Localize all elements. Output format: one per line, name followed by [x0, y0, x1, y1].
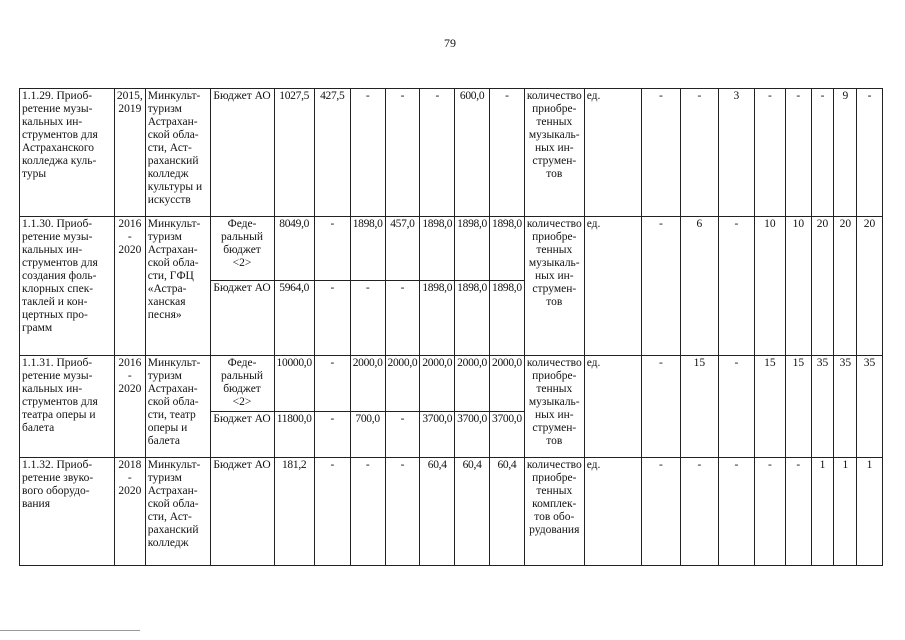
funding-year-cell: -	[385, 412, 420, 458]
measure-name-cell: 1.1.32. Приоб-ретение звуко-вого оборудо-вания	[20, 458, 115, 566]
executor-cell: Минкульт-туризм Астрахан-ской обла-сти, Аст-раханский колледж культуры и искусств	[145, 89, 210, 217]
funding-year-cell: 1898,0	[455, 281, 490, 356]
funding-source-cell: Феде-ральный бюджет <2>	[210, 217, 274, 281]
target-value-cell: 20	[834, 217, 857, 356]
years-cell: 2016 - 2020	[114, 356, 145, 458]
funding-total-cell: 11800,0	[274, 412, 314, 458]
program-table	[19, 88, 905, 566]
funding-source-cell: Феде-ральный бюджет <2>	[210, 356, 274, 412]
years-cell: 2016 - 2020	[114, 217, 145, 356]
funding-year-cell: 60,4	[455, 458, 490, 566]
funding-year-cell: 1898,0	[420, 217, 455, 281]
funding-year-cell: 1898,0	[455, 217, 490, 281]
target-value-cell: 3	[719, 89, 755, 217]
funding-year-cell: 2000,0	[455, 356, 490, 412]
target-value-cell: 15	[754, 356, 785, 458]
funding-year-cell: -	[350, 89, 385, 217]
table-row	[20, 458, 905, 566]
years-cell: 2015, 2019	[114, 89, 145, 217]
indicator-cell: количество приобре-тенных музыкаль-ных ин-струмен-тов	[524, 89, 584, 217]
target-value-cell: 1	[811, 458, 834, 566]
target-value-cell: -	[719, 217, 755, 356]
funding-source-cell: Бюджет АО	[210, 89, 274, 217]
funding-year-cell: 60,4	[420, 458, 455, 566]
funding-year-cell: -	[490, 89, 525, 217]
funding-year-cell: 427,5	[314, 89, 350, 217]
target-value-cell: -	[786, 89, 811, 217]
target-value-cell: 15	[680, 356, 718, 458]
funding-year-cell: 2000,0	[385, 356, 420, 412]
target-value-cell: 35	[857, 356, 882, 458]
funding-year-cell: 3700,0	[420, 412, 455, 458]
funding-year-cell: -	[314, 458, 350, 566]
target-value-cell: -	[642, 217, 681, 356]
funding-year-cell: -	[314, 217, 350, 281]
funding-year-cell: -	[350, 281, 385, 356]
executor-cell: Минкульт-туризм Астрахан-ской обла-сти, ГФЦ «Астра-ханская песня»	[145, 217, 210, 356]
executor-cell: Минкульт-туризм Астрахан-ской обла-сти, Аст-раханский колледж	[145, 458, 210, 566]
measure-name-cell: 1.1.29. Приоб-ретение музы-кальных ин-струментов для Астраханского колледжа куль-туры	[20, 89, 115, 217]
target-value-cell: 1	[857, 458, 882, 566]
target-value-cell: 10	[754, 217, 785, 356]
target-value-cell: 6	[680, 217, 718, 356]
executor-cell: Минкульт-туризм Астрахан-ской обла-сти, театр оперы и балета	[145, 356, 210, 458]
funding-source-cell: Бюджет АО	[210, 458, 274, 566]
table-row	[20, 89, 905, 217]
funding-year-cell: 457,0	[385, 217, 420, 281]
funding-year-cell: -	[314, 281, 350, 356]
target-value-cell: -	[811, 89, 834, 217]
target-value-cell: -	[786, 458, 811, 566]
years-cell: 2018 - 2020	[114, 458, 145, 566]
funding-year-cell: 3700,0	[490, 412, 525, 458]
target-value-cell: -	[754, 89, 785, 217]
funding-year-cell: 1898,0	[420, 281, 455, 356]
target-value-cell: 1	[834, 458, 857, 566]
table-row	[20, 356, 905, 412]
funding-year-cell: -	[420, 89, 455, 217]
funding-year-cell: 1898,0	[350, 217, 385, 281]
funding-total-cell: 8049,0	[274, 217, 314, 281]
funding-total-cell: 5964,0	[274, 281, 314, 356]
unit-cell: ед.	[584, 217, 641, 356]
target-value-cell: 20	[857, 217, 882, 356]
funding-year-cell: -	[385, 89, 420, 217]
funding-year-cell: 3700,0	[455, 412, 490, 458]
funding-total-cell: 1027,5	[274, 89, 314, 217]
target-value-cell: 20	[811, 217, 834, 356]
funding-year-cell: 600,0	[455, 89, 490, 217]
unit-cell: ед.	[584, 356, 641, 458]
table-row	[20, 217, 905, 281]
funding-year-cell: 700,0	[350, 412, 385, 458]
funding-year-cell: 2000,0	[420, 356, 455, 412]
indicator-cell: количество приобре-тенных музыкаль-ных ин-струмен-тов	[524, 356, 584, 458]
measure-name-cell: 1.1.30. Приоб-ретение музы-кальных ин-струментов для создания фоль-клорных спек-таклей и кон-цертных про-грамм	[20, 217, 115, 356]
target-value-cell: 35	[834, 356, 857, 458]
target-value-cell: -	[642, 89, 681, 217]
target-value-cell: -	[754, 458, 785, 566]
target-value-cell: -	[857, 89, 882, 217]
target-value-cell: -	[642, 458, 681, 566]
unit-cell: ед.	[584, 89, 641, 217]
funding-source-cell: Бюджет АО	[210, 281, 274, 356]
table-body	[20, 89, 905, 566]
target-value-cell: 10	[786, 217, 811, 356]
unit-cell: ед.	[584, 458, 641, 566]
funding-total-cell: 10000,0	[274, 356, 314, 412]
funding-total-cell: 181,2	[274, 458, 314, 566]
funding-source-cell: Бюджет АО	[210, 412, 274, 458]
funding-year-cell: 2000,0	[350, 356, 385, 412]
target-value-cell: 15	[786, 356, 811, 458]
target-value-cell: -	[680, 458, 718, 566]
funding-year-cell: 60,4	[490, 458, 525, 566]
funding-year-cell: -	[314, 412, 350, 458]
funding-year-cell: 1898,0	[490, 217, 525, 281]
funding-year-cell: -	[385, 281, 420, 356]
measure-name-cell: 1.1.31. Приоб-ретение музы-кальных ин-струментов для театра оперы и балета	[20, 356, 115, 458]
indicator-cell: количество приобре-тенных комплек-тов обо-рудования	[524, 458, 584, 566]
target-value-cell: -	[719, 458, 755, 566]
target-value-cell: -	[680, 89, 718, 217]
funding-year-cell: 1898,0	[490, 281, 525, 356]
funding-year-cell: -	[314, 356, 350, 412]
target-value-cell: -	[719, 356, 755, 458]
target-value-cell: -	[642, 356, 681, 458]
funding-year-cell: -	[350, 458, 385, 566]
page-edge-line	[0, 630, 140, 631]
target-value-cell: 35	[811, 356, 834, 458]
indicator-cell: количество приобре-тенных музыкаль-ных ин-струмен-тов	[524, 217, 584, 356]
target-value-cell: 9	[834, 89, 857, 217]
funding-year-cell: 2000,0	[490, 356, 525, 412]
page-number: 79	[444, 36, 456, 50]
funding-year-cell: -	[385, 458, 420, 566]
